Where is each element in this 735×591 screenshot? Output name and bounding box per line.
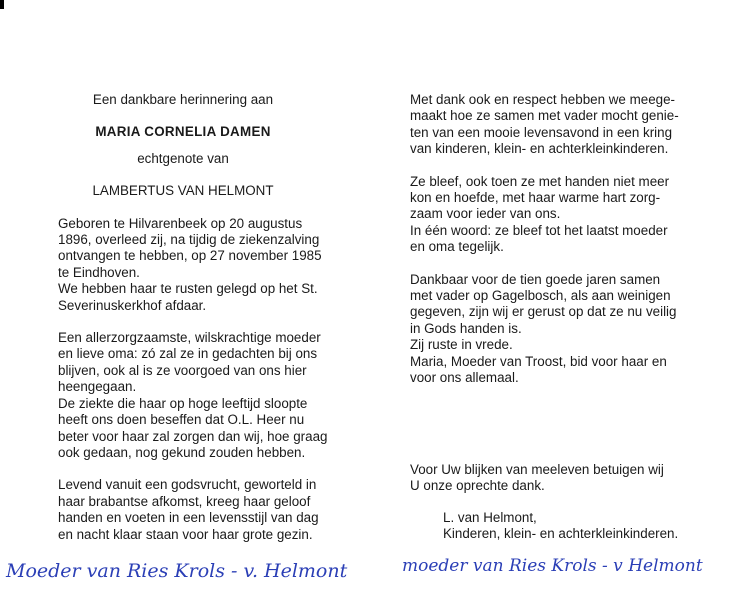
heading-intro: Een dankbare herinnering aan — [92, 92, 274, 107]
spouse-name: LAMBERTUS VAN HELMONT — [92, 183, 274, 199]
text-line: U onze oprechte dank. — [410, 478, 545, 494]
text-line: gegeven, zijn wij er gerust op dat ze nu veilig — [410, 304, 677, 320]
handwritten-note-left: Moeder van Ries Krols - v. Helmont — [6, 560, 348, 582]
text-line: en nacht klaar staan voor haar grote gezin. — [58, 526, 313, 542]
text-line: handen en voeten in een levensstijl van dag — [58, 510, 319, 526]
text-line: Dankbaar voor de tien goede jaren samen — [410, 271, 661, 287]
text-line: L. van Helmont, — [443, 510, 537, 525]
handwritten-note-right: moeder van Ries Krols - v Helmont — [402, 556, 703, 576]
character-paragraph — [58, 330, 348, 461]
text-line: Voor Uw blijken van meeleven betuigen wij — [410, 462, 664, 477]
right-column — [410, 92, 710, 387]
text-line: haar brabantse afkomst, kreeg haar geloof — [58, 493, 311, 509]
text-line: ook gedaan, nog gekund zouden hebben. — [58, 444, 306, 460]
corner-mark — [0, 0, 4, 9]
text-line: heeft ons doen beseffen dat O.L. Heer nu — [58, 412, 305, 428]
text-line: heengegaan. — [58, 379, 137, 395]
text-line: Een allerzorgzaamste, wilskrachtige moeder — [58, 330, 321, 346]
text-line: en lieve oma: zó zal ze in gedachten bij ons — [58, 346, 318, 362]
text-line: 1896, overleed zij, na tijdig de ziekenzalving — [58, 232, 320, 248]
left-column — [58, 92, 348, 543]
text-line: te Eindhoven. — [58, 264, 140, 280]
text-line: en oma tegelijk. — [410, 239, 504, 255]
care-paragraph — [410, 174, 710, 256]
text-line: van kinderen, klein- en achterkleinkinderen. — [410, 141, 669, 157]
birth-death-paragraph — [58, 216, 348, 314]
text-line: met vader op Gagelbosch, als aan weinigen — [410, 288, 671, 304]
signature-block — [443, 510, 678, 543]
gratitude-paragraph — [410, 92, 710, 158]
text-line: Kinderen, klein- en achterkleinkinderen. — [443, 526, 679, 542]
text-line: Levend vanuit een godsvrucht, geworteld in — [58, 477, 317, 493]
text-line: ten van een mooie levensavond in een kring — [410, 124, 673, 140]
text-line: in Gods handen is. — [410, 320, 522, 336]
text-line: kon en hoefde, met haar warme hart zorg- — [410, 190, 661, 206]
text-line: Geboren te Hilvarenbeek op 20 augustus — [58, 215, 303, 231]
text-line: Maria, Moeder van Troost, bid voor haar en — [410, 353, 667, 369]
text-line: Ze bleef, ook toen ze met handen niet meer — [410, 173, 670, 189]
text-line: ontvangen te hebben, op 27 november 1985 — [58, 248, 322, 264]
text-line: blijven, ook al is ze voorgoed van ons hier — [58, 362, 307, 378]
text-line: beter voor haar zal zorgen dan wij, hoe graag — [58, 428, 328, 444]
text-line: Met dank ook en respect hebben we meege- — [410, 92, 676, 107]
text-line: zaam voor ieder van ons. — [410, 206, 561, 222]
deceased-name: MARIA CORNELIA DAMEN — [95, 124, 271, 140]
text-line: We hebben haar te rusten gelegd op het St. — [58, 281, 318, 297]
faith-paragraph — [58, 477, 348, 543]
spouse-intro: echtgenote van — [137, 150, 229, 166]
text-line: maakt hoe ze samen met vader mocht genie- — [410, 108, 679, 124]
text-line: De ziekte die haar op hoge leeftijd sloopte — [58, 395, 308, 411]
text-line: voor ons allemaal. — [410, 370, 519, 386]
text-line: Zij ruste in vrede. — [410, 337, 513, 353]
text-line: In één woord: ze bleef tot het laatst moeder — [410, 222, 668, 238]
prayer-paragraph — [410, 272, 710, 387]
text-line: Severinuskerkhof afdaar. — [58, 297, 207, 313]
closing-thanks — [410, 462, 710, 495]
